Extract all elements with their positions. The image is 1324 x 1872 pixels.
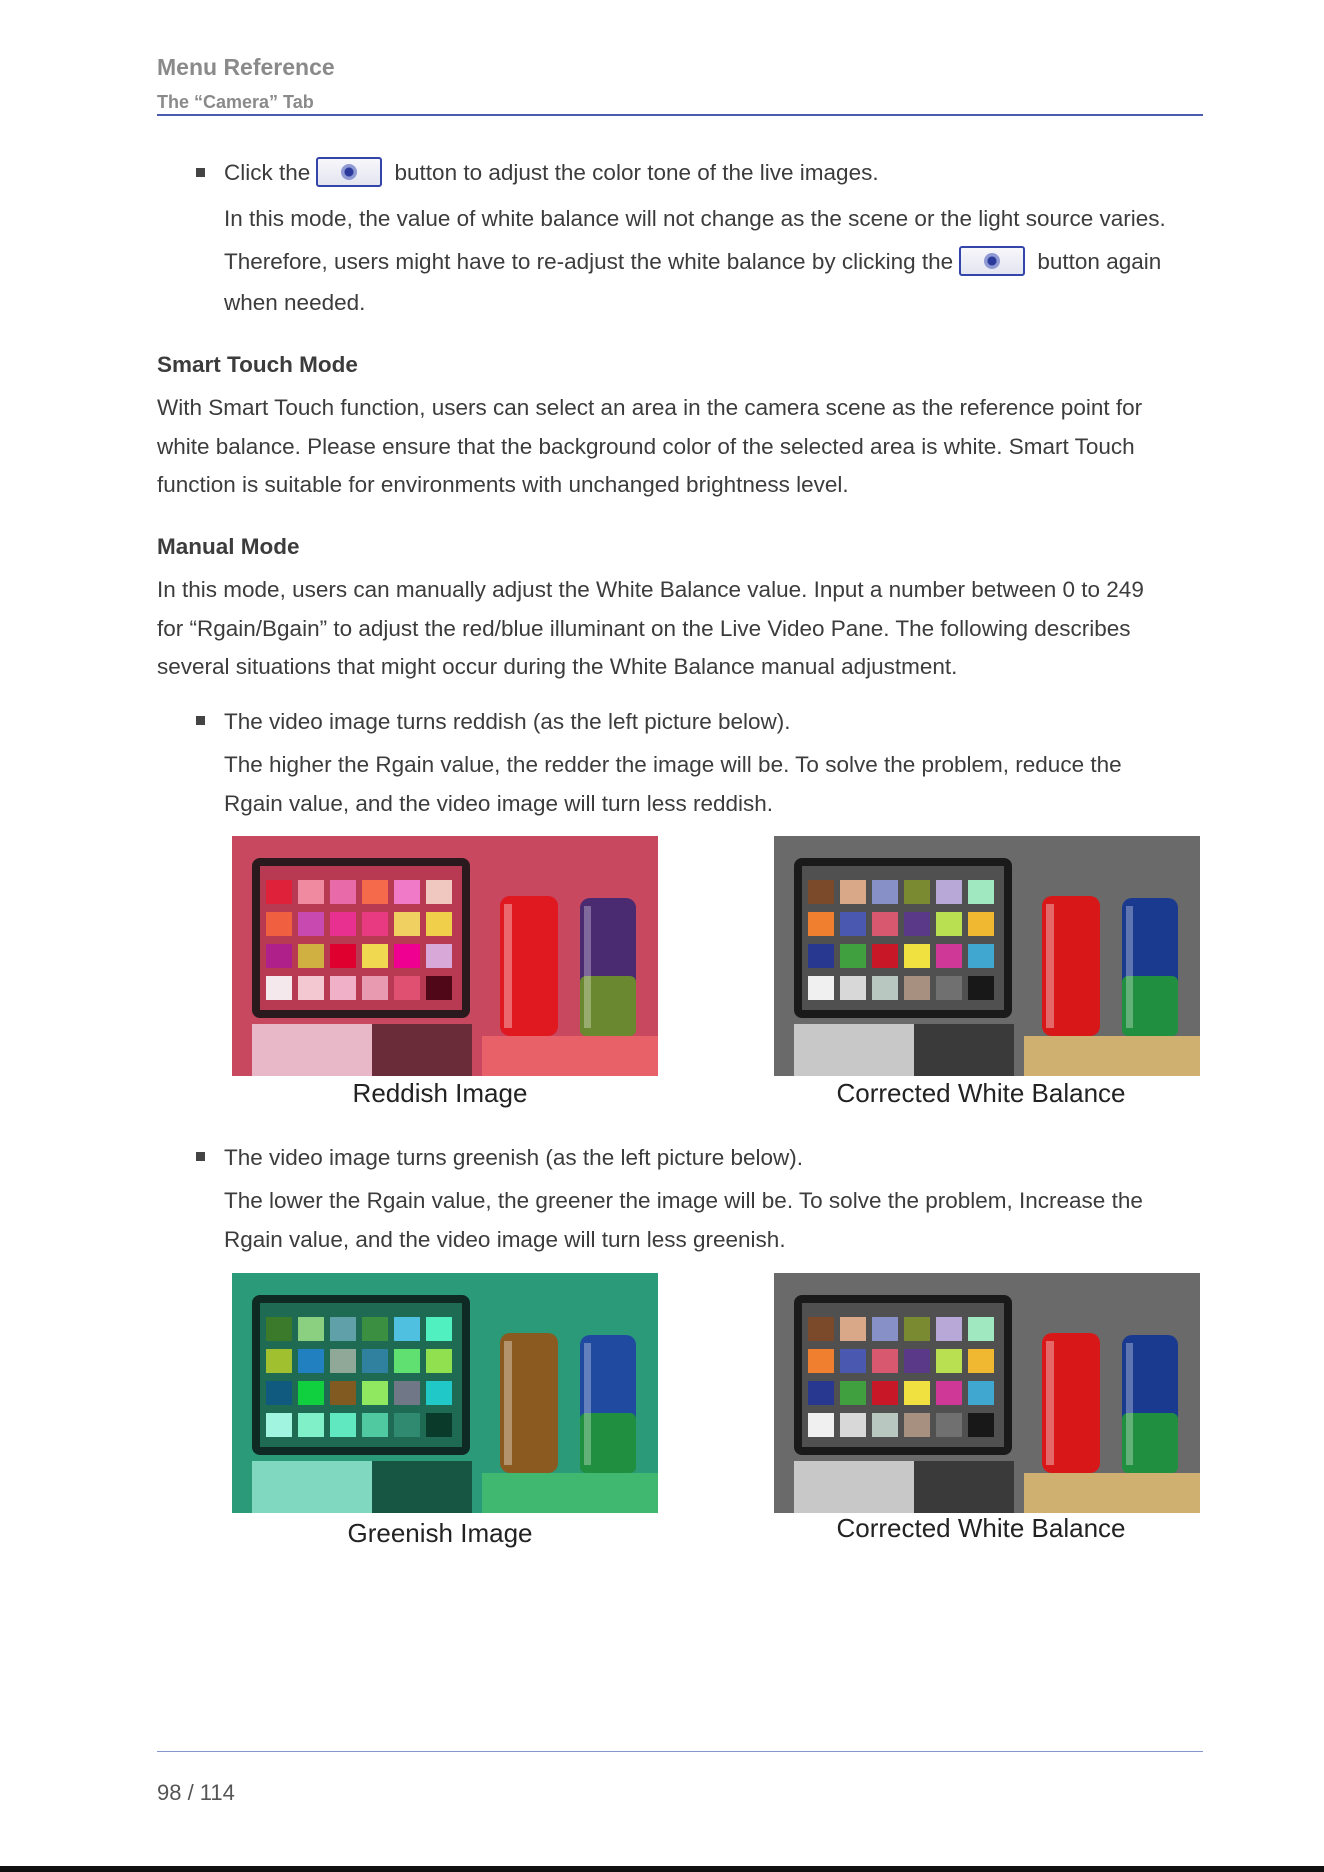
reddish-bullet-text: The video image turns reddish (as the left picture below). <box>224 709 791 734</box>
page-number: 98 / 114 <box>157 1780 235 1805</box>
paragraph-line: function is suitable for environments with unchanged brightness level. <box>157 472 849 497</box>
reddish-image-caption: Reddish Image <box>352 1078 528 1108</box>
reddish-paragraph <box>224 746 1214 823</box>
photo-illustration <box>232 836 658 1076</box>
paragraph-line: With Smart Touch function, users can select an area in the camera scene as the reference point for <box>157 395 1143 420</box>
smart-touch-paragraph <box>157 389 1217 505</box>
bullet1-line2: In this mode, the value of white balance will not change as the scene or the light source varies. <box>224 206 1166 231</box>
bullet-marker <box>196 168 205 177</box>
manual-mode-heading: Manual Mode <box>157 534 300 559</box>
paragraph-line: Rgain value, and the video image will turn less greenish. <box>224 1226 786 1252</box>
paragraph-line: for “Rgain/Bgain” to adjust the red/blue illuminant on the Live Video Pane. The following describes <box>157 615 1131 641</box>
header-divider <box>157 114 1203 116</box>
bullet1-line3-post: button again <box>1031 249 1162 274</box>
footer-divider <box>157 1751 1203 1752</box>
bullet1-line3-pre: Therefore, users might have to re-adjust the white balance by clicking the <box>224 249 954 274</box>
greenish-paragraph <box>224 1182 1214 1259</box>
bullet1-line4: when needed. <box>224 290 366 315</box>
greenish-bullet-text: The video image turns greenish (as the left picture below). <box>224 1145 804 1170</box>
paragraph-line: Rgain value, and the video image will turn less reddish. <box>224 790 774 816</box>
bullet1-line1 <box>224 154 879 192</box>
page-edge <box>0 1866 1324 1872</box>
corrected-image <box>774 1273 1200 1513</box>
corrected-image-caption: Corrected White Balance <box>836 1078 1126 1108</box>
paragraph-line: white balance. Please ensure that the background color of the selected area is white. Smart Touch <box>157 433 1135 459</box>
photo-illustration <box>232 1273 658 1513</box>
paragraph-line: The lower the Rgain value, the greener the image will be. To solve the problem, Increase the <box>224 1188 1143 1213</box>
white-balance-button[interactable] <box>316 157 382 187</box>
photo-illustration <box>774 836 1200 1076</box>
bullet1-post: button to adjust the color tone of the live images. <box>388 160 879 185</box>
greenish-image-caption: Greenish Image <box>347 1518 533 1548</box>
bullet-marker <box>196 1152 205 1161</box>
paragraph-line: In this mode, users can manually adjust the White Balance value. Input a number between 0 to 249 <box>157 577 1144 602</box>
bullet-marker <box>196 716 205 725</box>
corrected-image-caption: Corrected White Balance <box>836 1513 1126 1543</box>
reddish-image <box>232 836 658 1076</box>
bullet1-line3 <box>224 243 1161 281</box>
header-title: Menu Reference <box>157 54 335 80</box>
white-balance-button-again[interactable] <box>959 246 1025 276</box>
smart-touch-heading: Smart Touch Mode <box>157 352 358 377</box>
bullet1-pre: Click the <box>224 160 311 185</box>
greenish-image <box>232 1273 658 1513</box>
header-subtitle: The “Camera” Tab <box>157 92 314 112</box>
paragraph-line: several situations that might occur during the White Balance manual adjustment. <box>157 654 958 679</box>
radio-dot-icon <box>341 164 357 180</box>
photo-illustration <box>774 1273 1200 1513</box>
manual-mode-paragraph <box>157 571 1217 687</box>
radio-dot-icon <box>984 253 1000 269</box>
corrected-image <box>774 836 1200 1076</box>
paragraph-line: The higher the Rgain value, the redder the image will be. To solve the problem, reduce the <box>224 752 1122 777</box>
